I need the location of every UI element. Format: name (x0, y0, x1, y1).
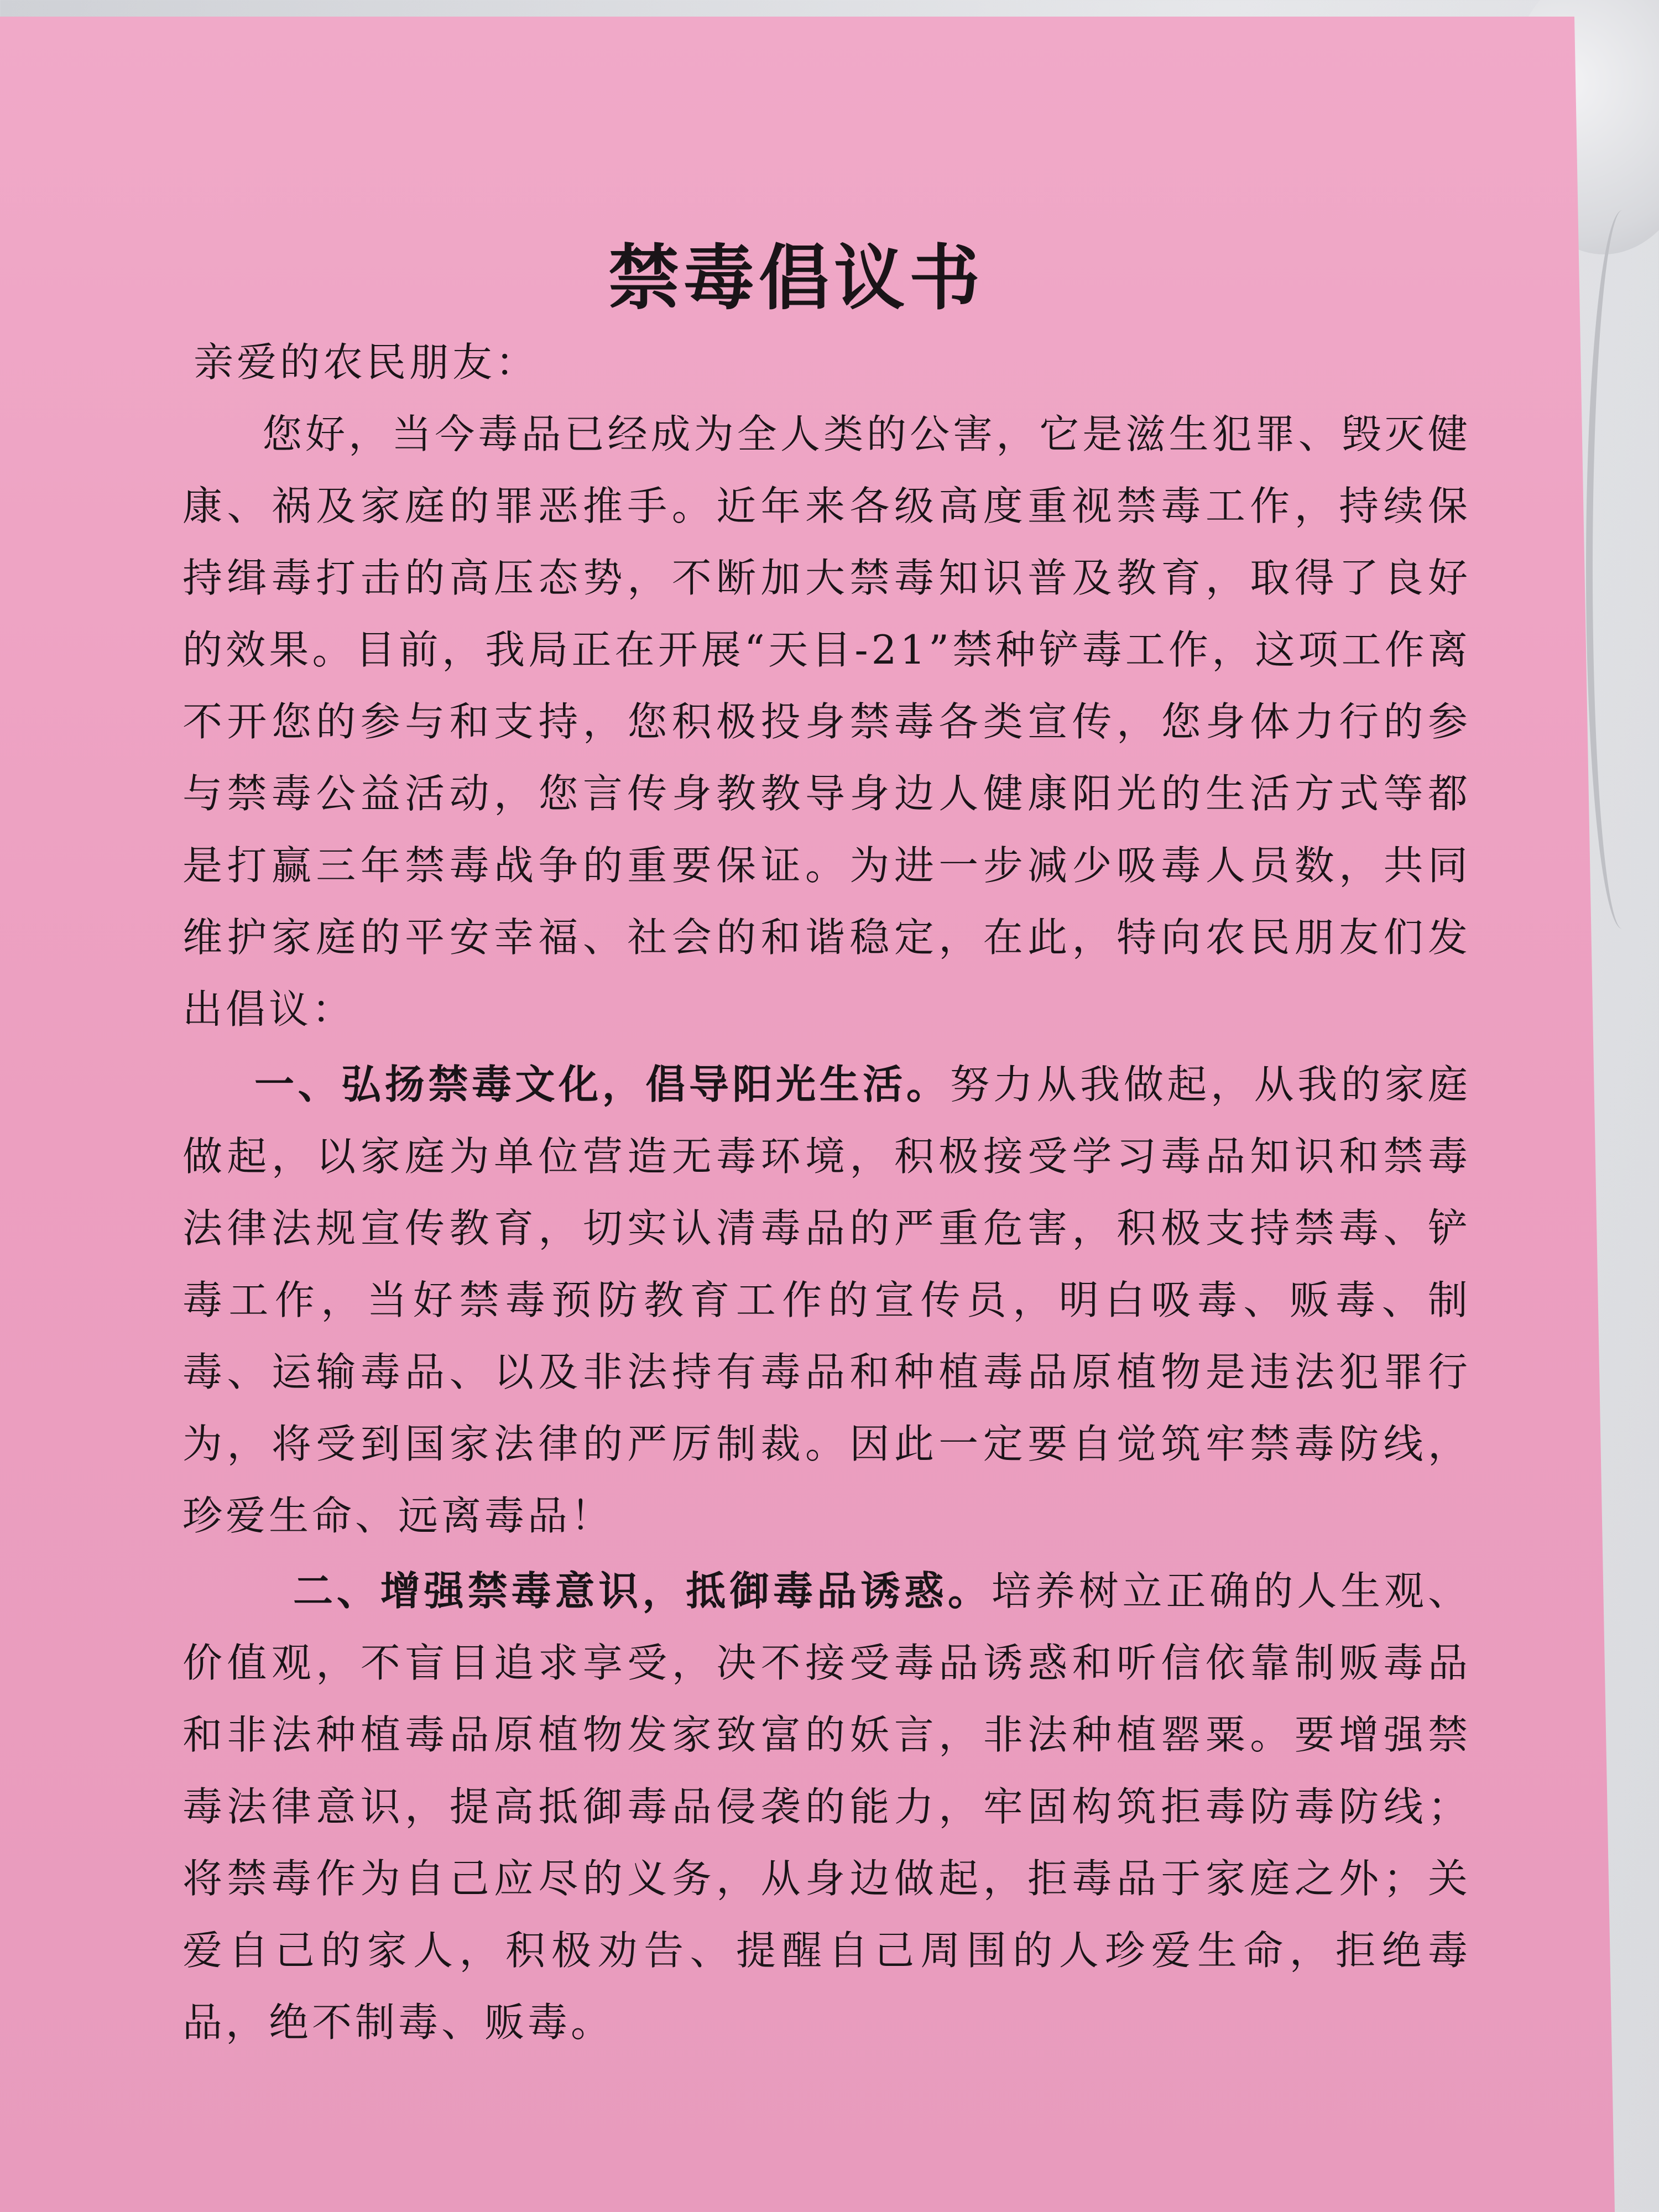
salutation: 亲爱的农民朋友： (194, 339, 539, 385)
proposal-2-text: 培养树立正确的人生观、价值观，不盲目追求享受，决不接受毒品诱惑和听信依靠制贩毒品和非法种植毒品原植物发家致富的妖言，非法种植罂粟。要增强禁毒法律意识，提高抵御毒品侵袭的能力，牢固构筑拒毒防毒防线；将禁毒作为自己应尽的义务，从身边做起，拒毒品于家庭之外；关爱自己的家人，积极劝告、提醒自己周围的人珍爱生命，拒绝毒品，绝不制毒、贩毒。 (182, 1568, 1471, 2046)
proposal-paragraph-2 (182, 1555, 1471, 2058)
intro-paragraph-text: 您好，当今毒品已经成为全人类的公害，它是滋生犯罪、毁灭健康、祸及家庭的罪恶推手。近年来各级高度重视禁毒工作，持续保持缉毒打击的高压态势，不断加大禁毒知识普及教育，取得了良好的效果。目前，我局正在开展“天目-21”禁种铲毒工作，这项工作离不开您的参与和支持，您积极投身禁毒各类宣传，您身体力行的参与禁毒公益活动，您言传身教教导身边人健康阳光的生活方式等都是打赢三年禁毒战争的重要保证。为进一步减少吸毒人员数，共同维护家庭的平安幸福、社会的和谐稳定，在此，特向农民朋友们发出倡议： (182, 411, 1471, 1032)
proposal-paragraph-1 (182, 1048, 1471, 1552)
proposal-1-heading: 一、弘扬禁毒文化，倡导阳光生活。 (254, 1061, 950, 1108)
proposal-2-heading: 二、增强禁毒意识，抵御毒品诱惑。 (293, 1567, 992, 1614)
proposal-1-text: 努力从我做起，从我的家庭做起，以家庭为单位营造无毒环境，积极接受学习毒品知识和禁毒法律法规宣传教育，切实认清毒品的严重危害，积极支持禁毒、铲毒工作，当好禁毒预防教育工作的宣传员，明白吸毒、贩毒、制毒、运输毒品、以及非法持有毒品和种植毒品原植物是违法犯罪行为，将受到国家法律的严厉制裁。因此一定要自觉筑牢禁毒防线，珍爱生命、远离毒品！ (182, 1061, 1471, 1539)
intro-paragraph (182, 398, 1471, 1045)
document-title: 禁毒倡议书 (608, 237, 984, 320)
document-body (182, 326, 1471, 2058)
